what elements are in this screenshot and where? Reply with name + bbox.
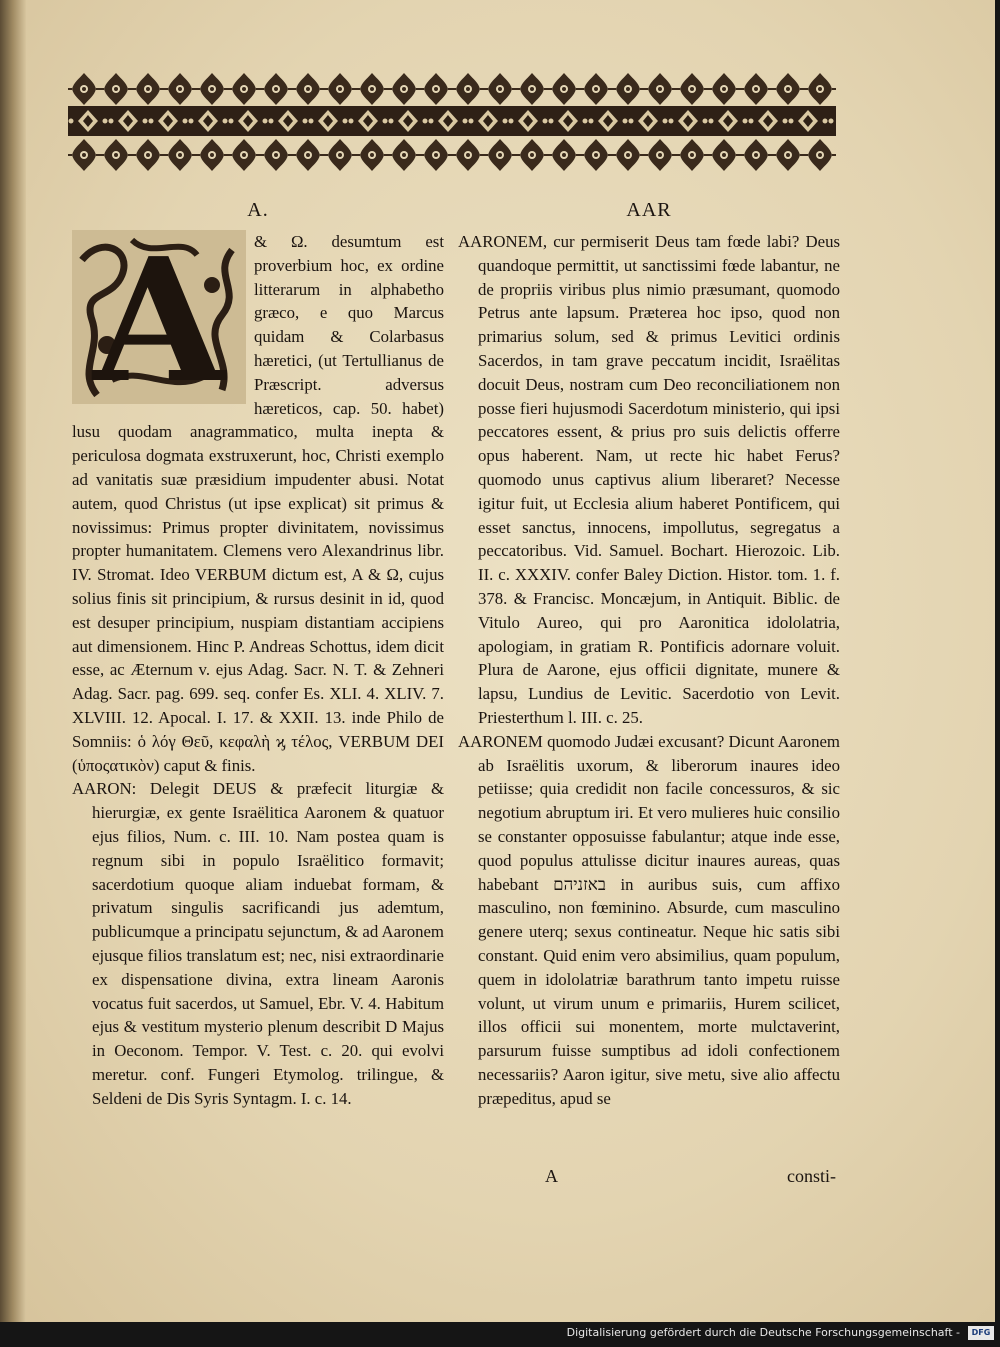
signature-mark: A <box>545 1166 558 1186</box>
funding-notice: Digitalisierung gefördert durch die Deutsche Forschungsgemeinschaft - <box>566 1326 960 1339</box>
left-running-head: A. <box>247 199 269 221</box>
ornament-band-bottom <box>68 136 836 174</box>
svg-text:A: A <box>93 230 225 404</box>
entry-aaronem-quomodo: AARONEM quomodo Judæi excusant? Dicunt Aaronem ab Israëlitis uxorum, & liberorum inaures ideo petiisse; quia credidit non facile concessuros, & sic negotium abruptum iri. Et vero mulieres huic consilio se constanter opposuisse fabulantur; atque inde esse, quod populus attulisse dicitur inaures aureas, quas habebant באזניהם in auribus suis, cum affixo masculino, non fœminino. Absurde, cum masculino genere uterq; sexus contineatur. Neque hic satis sibi constant. Quid enim vero absimilius, quam populum, quem in idololatriæ barathrum tanto impetu ruisse volunt, ut virum unum e primariis, Hurem scilicet, illos officii sui monentem, morte mulctaverint, parsurum fuisse sumptibus ad idoli confectionem necessariis? Aaron igitur, sive metu, sive alio affectu præpeditus, apud se <box>458 731 841 1108</box>
dfg-logo: DFG <box>968 1326 994 1340</box>
entry-aaron: AARON: Delegit DEUS & præfecit liturgiæ & hierurgiæ, ex gente Israëlitica Aaronem & quatuor ejus filios, Num. c. III. 10. Nam postea quam is regnum sibi in populo Israëlitico formavit; sacerdotium quoque aliam induebat formam, & privatum singulis sacrificandi jus ademtum, publicumque a principatu sejunctum, & ad Aaronem ejusque filios translatum est; nec, nisi extraordinarie ex dispensatione divina, extra lineam Aaronis vocatus fuit sacerdos, ut Samuel, Ebr. V. 4. Habitum ejus & vestitum mysterio plenum describit D Majus in Oeconom. Tempor. V. Test. c. 20. qui evolvi meretur. conf. Fungeri Etymolog. trilingue, & Seldeni de Dis Syris Syntagm. I. c. 14. <box>72 779 444 1108</box>
catchword: consti- <box>787 1166 836 1186</box>
left-column <box>72 198 444 1110</box>
page-gutter-shadow <box>0 0 26 1322</box>
right-running-head: AAR <box>626 199 672 221</box>
ornament-band-top <box>68 70 836 108</box>
entry-alpha-omega: & Ω. desumtum est proverbium hoc, ex ordine litterarum in alphabetho græco, e quo Marcus quidam & Colarbasus hæretici, (ut Tertullianus de Præscript. adversus hæreticos, cap. 50. habet) lusu quodam anagrammatico, multa inepta & periculosa dogmata exstruxerunt, hoc, Christi exemplo ad vanitatis suæ præsidium impudenter abusi. Notat autem, quod Christus (ut ipse explicat) sit primus & novissimus: Primus propter divinitatem, novissimus propter humanitatem. Clemens vero Alexandrinus libr. IV. Stromat. Ideo VERBUM dictum est, A & Ω, cujus solius finis sit principium, & rursus desinit in id, quod est desuper principium, nuspiam distantiam accipiens aut dimensionem. Hinc P. Andreas Schottus, idem dicit esse, ac Æternum v. ejus Adag. Sacr. N. T. & Zehneri Adag. Sacr. pag. 699. seq. confer Es. XLI. 4. XLIV. 7. XLVIII. 12. Apocal. I. 17. & XXII. 13. inde Philo de Somniis: ὁ λόγ Θεῦ, κεφαλὴ ϗ τέλος, VERBUM DEI (ὑποςατικὸν) caput & finis. <box>72 232 444 775</box>
entry-aaronem-cur: AARONEM, cur permiserit Deus tam fœde labi? Deus quandoque permittit, ut sanctissimi fœde labantur, ne de propriis viribus plus nimio præsumant, quomodo Petrus ante lapsum. Præterea hoc ipso, quod non primarius solum, sed & primus Levitici ordinis Sacerdos, in tam grave peccatum incidit, Israëlitas docuit Deus, nostram cum Deo reconciliationem non posse fieri hujusmodi Sacerdotum ministerio, qui ipsi peccatores essent, & prius pro suis delictis offerre opus haberent. Nam, ut recte hic habet Ferus? quomodo unus captivus alium liberaret? Necesse igitur fuit, ut Ecclesia alium haberet Pontificem, qui esset sanctus, innocens, impollutus, segregatus a peccatoribus. Vid. Samuel. Bochart. Hierozoic. Lib. II. c. XXXIV. confer Baley Diction. Histor. tom. 1. f. 378. & Francisc. Moncæjum, in Antiquit. Biblic. de Vitulo Aureo, qui pro Aaronitica idololatria, apologiam, in gratiam R. Pontificis adornare voluit. Plura de Aarone, ejus officii dignitate, munere & lapsu, Lundius de Levitic. Sacerdotio von Levit. Priesterthum l. III. c. 25. <box>458 232 840 727</box>
right-column <box>458 198 840 1110</box>
footer-bar <box>0 1322 1000 1347</box>
ornament-band-middle <box>68 106 836 136</box>
decorated-initial-icon <box>72 230 246 404</box>
